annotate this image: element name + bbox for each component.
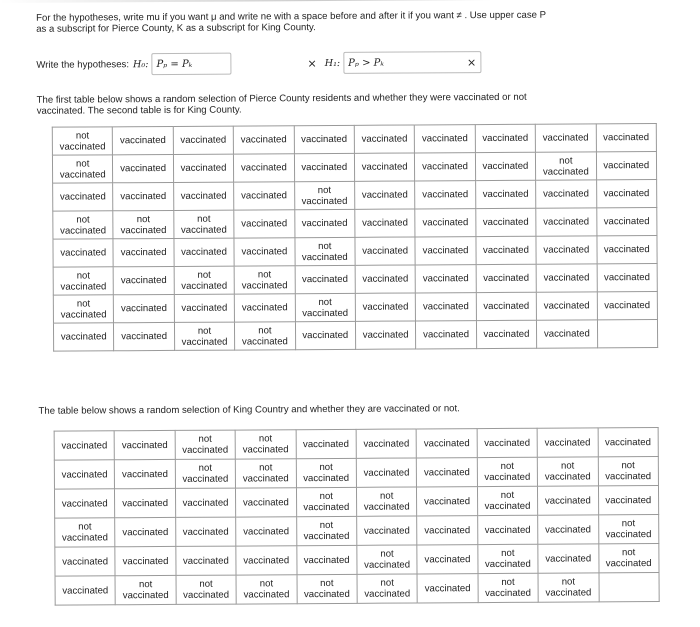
pierce-table-cell: vaccinated bbox=[113, 126, 174, 154]
king-table-cell: vaccinated bbox=[115, 546, 176, 575]
king-table-row bbox=[54, 456, 658, 489]
king-table-cell: not vaccinated bbox=[296, 516, 357, 545]
pierce-table-cell: vaccinated bbox=[415, 209, 476, 237]
pierce-table-row bbox=[53, 235, 657, 267]
pierce-table-cell: not vaccinated bbox=[52, 127, 113, 155]
pierce-table-cell: vaccinated bbox=[53, 183, 114, 211]
pierce-table-cell: vaccinated bbox=[355, 265, 416, 293]
king-table-cell: vaccinated bbox=[538, 486, 599, 515]
king-table-cell: not vaccinated bbox=[537, 457, 598, 486]
pierce-table-cell: vaccinated bbox=[173, 182, 234, 210]
pierce-table-cell: vaccinated bbox=[234, 294, 295, 322]
pierce-table-cell: vaccinated bbox=[354, 153, 415, 181]
king-table-cell: not vaccinated bbox=[175, 459, 236, 488]
king-table-row bbox=[55, 514, 659, 547]
pierce-table-cell: vaccinated bbox=[113, 182, 174, 210]
king-table-cell: vaccinated bbox=[598, 485, 659, 514]
pierce-table-cell: vaccinated bbox=[174, 294, 235, 322]
pierce-table-cell: not vaccinated bbox=[174, 266, 235, 294]
king-table-cell: not vaccinated bbox=[357, 574, 418, 603]
pierce-table-cell: vaccinated bbox=[355, 181, 416, 209]
king-county-table bbox=[54, 427, 660, 606]
pierce-table-cell: not vaccinated bbox=[234, 266, 295, 294]
king-table-cell: not vaccinated bbox=[115, 575, 176, 604]
king-table-row bbox=[54, 427, 658, 460]
pierce-table-cell: vaccinated bbox=[114, 322, 175, 350]
pierce-table-cell: vaccinated bbox=[415, 265, 476, 293]
pierce-table-cell: vaccinated bbox=[597, 263, 658, 291]
king-table-cell: not vaccinated bbox=[176, 575, 237, 604]
pierce-table-cell: not vaccinated bbox=[53, 295, 114, 323]
pierce-table-cell: vaccinated bbox=[174, 238, 235, 266]
pierce-table-cell: vaccinated bbox=[475, 124, 536, 152]
pierce-table-cell: vaccinated bbox=[53, 323, 114, 351]
pierce-table-row bbox=[53, 291, 657, 323]
pierce-table-cell: vaccinated bbox=[536, 292, 597, 320]
h1-input[interactable] bbox=[343, 51, 481, 74]
pierce-table-cell: vaccinated bbox=[233, 126, 294, 154]
king-table-cell: not vaccinated bbox=[297, 574, 358, 603]
king-table-cell: vaccinated bbox=[296, 429, 357, 458]
pierce-table-cell: vaccinated bbox=[113, 154, 174, 182]
pierce-county-table bbox=[52, 123, 658, 352]
pierce-table-cell: vaccinated bbox=[295, 265, 356, 293]
pierce-table-cell: vaccinated bbox=[415, 181, 476, 209]
hypotheses-prompt: Write the hypotheses: bbox=[36, 58, 130, 71]
top-divider bbox=[0, 0, 700, 3]
pierce-table-row bbox=[53, 207, 657, 239]
king-table-cell: not vaccinated bbox=[296, 487, 357, 516]
king-table-cell: vaccinated bbox=[296, 545, 357, 574]
king-table-cell: not vaccinated bbox=[356, 487, 417, 516]
pierce-table-cell: vaccinated bbox=[234, 210, 295, 238]
pierce-table-cell: vaccinated bbox=[476, 320, 537, 348]
king-table-cell: vaccinated bbox=[417, 458, 478, 487]
king-table-cell: not vaccinated bbox=[357, 545, 418, 574]
king-table-cell: vaccinated bbox=[416, 429, 477, 458]
h1-clear-icon[interactable]: × bbox=[466, 55, 477, 69]
pierce-table-row bbox=[53, 319, 657, 351]
pierce-table-cell: vaccinated bbox=[354, 125, 415, 153]
pierce-table-cell: vaccinated bbox=[475, 152, 536, 180]
pierce-table-cell: vaccinated bbox=[596, 123, 657, 151]
pierce-table-cell: vaccinated bbox=[536, 264, 597, 292]
pierce-table-cell: not vaccinated bbox=[52, 155, 113, 183]
pierce-table-cell: vaccinated bbox=[416, 321, 477, 349]
king-table-cell: vaccinated bbox=[356, 429, 417, 458]
pierce-table-cell: vaccinated bbox=[597, 291, 658, 319]
h1-value: Pₚ > Pₖ bbox=[348, 57, 385, 69]
king-table-cell: not vaccinated bbox=[598, 456, 659, 485]
h0-clear-icon[interactable]: × bbox=[307, 56, 317, 70]
pierce-table-row bbox=[53, 263, 657, 295]
h0-value: Pₚ = Pₖ bbox=[156, 58, 193, 70]
king-table-cell: vaccinated bbox=[598, 427, 659, 456]
pierce-table-cell: vaccinated bbox=[415, 153, 476, 181]
pierce-table-cell: vaccinated bbox=[476, 292, 537, 320]
king-table-cell: vaccinated bbox=[55, 547, 116, 576]
pierce-table-cell: vaccinated bbox=[476, 264, 537, 292]
king-table-row bbox=[55, 543, 659, 576]
pierce-table-cell: vaccinated bbox=[355, 209, 416, 237]
pierce-table-row bbox=[52, 151, 656, 183]
pierce-table-cell: vaccinated bbox=[295, 321, 356, 349]
h0-label: H₀: bbox=[132, 58, 149, 70]
pierce-table-cell: vaccinated bbox=[596, 207, 657, 235]
pierce-table-cell: vaccinated bbox=[355, 293, 416, 321]
pierce-table-cell: vaccinated bbox=[173, 154, 234, 182]
pierce-table-cell: not vaccinated bbox=[295, 293, 356, 321]
king-table-cell: vaccinated bbox=[236, 488, 297, 517]
king-table-row bbox=[55, 572, 659, 605]
pierce-table-cell: vaccinated bbox=[355, 237, 416, 265]
pierce-table-cell: vaccinated bbox=[476, 208, 537, 236]
king-table-cell: not vaccinated bbox=[478, 544, 539, 573]
pierce-table-cell: vaccinated bbox=[355, 321, 416, 349]
pierce-table-row bbox=[52, 123, 656, 155]
king-table-cell: vaccinated bbox=[54, 460, 115, 489]
king-table-cell: vaccinated bbox=[236, 517, 297, 546]
pierce-table-cell: vaccinated bbox=[596, 235, 657, 263]
pierce-table-cell: not vaccinated bbox=[174, 210, 235, 238]
pierce-table-cell: vaccinated bbox=[475, 180, 536, 208]
king-table-cell: vaccinated bbox=[417, 516, 478, 545]
king-table-row bbox=[54, 485, 658, 518]
king-table-cell: not vaccinated bbox=[477, 486, 538, 515]
king-table-cell: vaccinated bbox=[417, 487, 478, 516]
instructions-tables: The first table below shows a random selection of Pierce County residents and whether they were vaccinated or not vaccinated. The second table is for King County. bbox=[36, 91, 527, 117]
pierce-table-cell: vaccinated bbox=[536, 180, 597, 208]
pierce-table-cell: vaccinated bbox=[415, 237, 476, 265]
king-table-cell: vaccinated bbox=[175, 488, 236, 517]
pierce-table-cell: vaccinated bbox=[114, 294, 175, 322]
king-table-cell: vaccinated bbox=[175, 517, 236, 546]
king-table-cell: vaccinated bbox=[538, 544, 599, 573]
pierce-table-cell: not vaccinated bbox=[294, 181, 355, 209]
king-table-cell: vaccinated bbox=[477, 428, 538, 457]
pierce-table-cell: vaccinated bbox=[234, 238, 295, 266]
hypotheses-row bbox=[36, 50, 481, 77]
king-table-cell: vaccinated bbox=[357, 516, 418, 545]
pierce-table-cell: not vaccinated bbox=[235, 322, 296, 350]
king-table-cell: vaccinated bbox=[236, 546, 297, 575]
king-table-cell: vaccinated bbox=[115, 488, 176, 517]
h0-input[interactable] bbox=[151, 53, 231, 75]
pierce-table-cell: vaccinated bbox=[53, 239, 114, 267]
pierce-table-cell: not vaccinated bbox=[53, 267, 114, 295]
pierce-table-cell: vaccinated bbox=[173, 126, 234, 154]
king-table-cell: vaccinated bbox=[176, 546, 237, 575]
king-table-cell: not vaccinated bbox=[538, 573, 599, 602]
king-table-cell: not vaccinated bbox=[478, 573, 539, 602]
pierce-table-row bbox=[53, 179, 657, 211]
king-table-cell: vaccinated bbox=[477, 515, 538, 544]
king-table-cell: not vaccinated bbox=[598, 514, 659, 543]
pierce-table-cell: vaccinated bbox=[294, 153, 355, 181]
king-table-cell: vaccinated bbox=[417, 545, 478, 574]
king-table-cell: vaccinated bbox=[537, 428, 598, 457]
king-table-cell: not vaccinated bbox=[236, 575, 297, 604]
pierce-table-cell: vaccinated bbox=[416, 293, 477, 321]
instructions-king-table: The table below shows a random selection of King Country and whether they are vaccinated or not. bbox=[38, 403, 460, 417]
pierce-table-cell: not vaccinated bbox=[53, 211, 114, 239]
pierce-table-cell: vaccinated bbox=[415, 125, 476, 153]
king-table-cell: vaccinated bbox=[115, 430, 176, 459]
pierce-table-cell: vaccinated bbox=[234, 154, 295, 182]
king-table-cell: not vaccinated bbox=[598, 543, 659, 572]
king-table-cell: not vaccinated bbox=[235, 430, 296, 459]
king-table-cell: vaccinated bbox=[115, 517, 176, 546]
pierce-table-cell: vaccinated bbox=[476, 236, 537, 264]
pierce-table-cell: not vaccinated bbox=[295, 237, 356, 265]
king-table-cell: vaccinated bbox=[54, 489, 115, 518]
pierce-table-cell: vaccinated bbox=[536, 208, 597, 236]
h1-label: H₁: bbox=[324, 57, 341, 69]
pierce-table-cell: vaccinated bbox=[113, 238, 174, 266]
king-table-cell: not vaccinated bbox=[296, 458, 357, 487]
pierce-table-cell: vaccinated bbox=[294, 125, 355, 153]
pierce-table-cell: vaccinated bbox=[596, 179, 657, 207]
king-table-cell: not vaccinated bbox=[55, 518, 116, 547]
king-table-cell: not vaccinated bbox=[175, 430, 236, 459]
king-table-cell: vaccinated bbox=[538, 515, 599, 544]
instructions-notation: For the hypotheses, write mu if you want μ and write ne with a space before and after it if you want ≠ . Use upper case P as a subscript for Pierce County, K as a subscript for King County. bbox=[36, 9, 546, 35]
king-table-cell: vaccinated bbox=[54, 431, 115, 460]
king-table-cell: not vaccinated bbox=[235, 459, 296, 488]
pierce-table-cell: not vaccinated bbox=[174, 322, 235, 350]
pierce-table-cell: vaccinated bbox=[114, 266, 175, 294]
pierce-table-cell: vaccinated bbox=[234, 182, 295, 210]
king-table-cell: not vaccinated bbox=[477, 457, 538, 486]
pierce-table-cell bbox=[597, 319, 658, 347]
king-table-cell: vaccinated bbox=[115, 459, 176, 488]
pierce-table-cell: vaccinated bbox=[536, 236, 597, 264]
king-table-cell bbox=[599, 572, 660, 601]
pierce-table-cell: not vaccinated bbox=[536, 152, 597, 180]
pierce-table-cell: vaccinated bbox=[537, 320, 598, 348]
king-table-cell: vaccinated bbox=[356, 458, 417, 487]
pierce-table-cell: vaccinated bbox=[294, 209, 355, 237]
pierce-table-cell: vaccinated bbox=[596, 151, 657, 179]
king-table-cell: vaccinated bbox=[55, 576, 116, 605]
king-table-cell: vaccinated bbox=[417, 574, 478, 603]
pierce-table-cell: vaccinated bbox=[535, 124, 596, 152]
pierce-table-cell: not vaccinated bbox=[113, 210, 174, 238]
